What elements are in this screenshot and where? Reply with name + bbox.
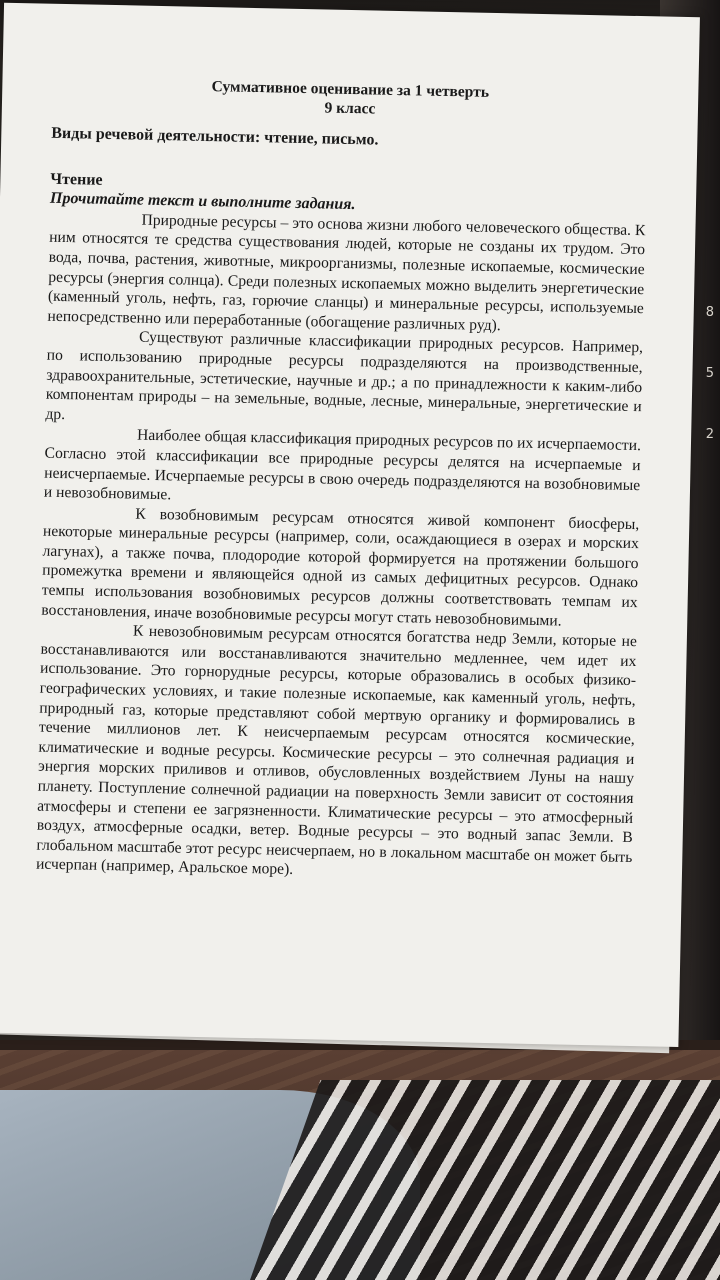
document-title [52,74,649,124]
paragraph-5: К невозобновимым ресурсам относятся богатства недр Земли, которые не восстанавливаются или восстанавливаются значительно медленнее, чем идет их использование. Это горнорудные ресурсы, которые образовались в особых физико-географических условиях, и такие полезные ископаемые, как каменный уголь, нефть, природный газ, которые представляют собой мертвую органику и формировались в течение миллионов лет. К неисчерпаемым ресурсам относятся космические, климатические и водные ресурсы. Космические ресурсы – это солнечная радиация и энергия морских приливов и отливов, обусловленных воздействием Луны на нашу планету. Поступление солнечной радиации на поверхность Земли зависит от состояния атмосферы и степени ее загрязненности. Климатические ресурсы – это атмосферный воздух, атмосферные осадки, ветер. Водные ресурсы – это водный запас Земли. В глобальном масштабе этот ресурс неисчерпаем, но в локальном масштабе он может быть исчерпан (например, Аральское море). [35,622,638,879]
title-line-2: 9 класс [324,99,376,118]
title-line-1: Суммативное оценивание за 1 четверть [211,78,490,101]
document-body [36,74,649,887]
side-mark-2: 5 [705,366,714,381]
paper-sheet [0,3,700,1047]
side-mark-1: 8 [705,305,714,320]
paragraph-3: Наиболее общая классификация природных ресурсов по их исчерпаемости. Согласно этой классификации все природные ресурсы делятся на исчерпаемые и неисчерпаемые. Исчерпаемые ресурсы в свою очередь подразделяются на возобновимые и невозобновимые. [43,426,642,504]
paragraph-1: Природные ресурсы – это основа жизни любого человеческого общества. К ним относятся те средства существования людей, которые не созданы их трудом. Это вода, почва, растения, животные, микроорганизмы, полезные ископаемые, космические ресурсы (энергия солнца). Среди полезных ископаемых можно выделить энергетические (каменный уголь, нефть, газ, горючие сланцы) и минеральные ресурсы, используемые непосредственно или переработанные (обогащение различных руд). [47,211,646,334]
activity-types-line: Виды речевой деятельности: чтение, письмо. [51,124,379,149]
paragraph-4: К возобновимым ресурсам относятся живой компонент биосферы, некоторые минеральные ресурсы (например, соли, осаждающиеся в озерах и морских лагунах), а также почва, плодородие которой формируется на протяжении большого промежутка времени и являющейся одной из самых дефицитных ресурсов. Однако темпы использования возобновимых ресурсов должны соответствовать темпам их восстановления, иначе возобновимые ресурсы могут стать невозобновимыми. [41,505,640,630]
section-heading: Чтение [50,170,103,189]
instruction-line: Прочитайте текст и выполните задания. [49,189,356,214]
patterned-fabric [250,1080,720,1280]
side-mark-3: 2 [705,427,714,442]
paragraph-2: Существуют различные классификации природных ресурсов. Например, по использованию природные ресурсы подразделяются на производственные, здравоохранительные, эстетические, научные и др.; а по принадлежности к каким-либо компонентам природы – на земельные, водные, лесные, минеральные, энергетические и др. [45,328,644,423]
